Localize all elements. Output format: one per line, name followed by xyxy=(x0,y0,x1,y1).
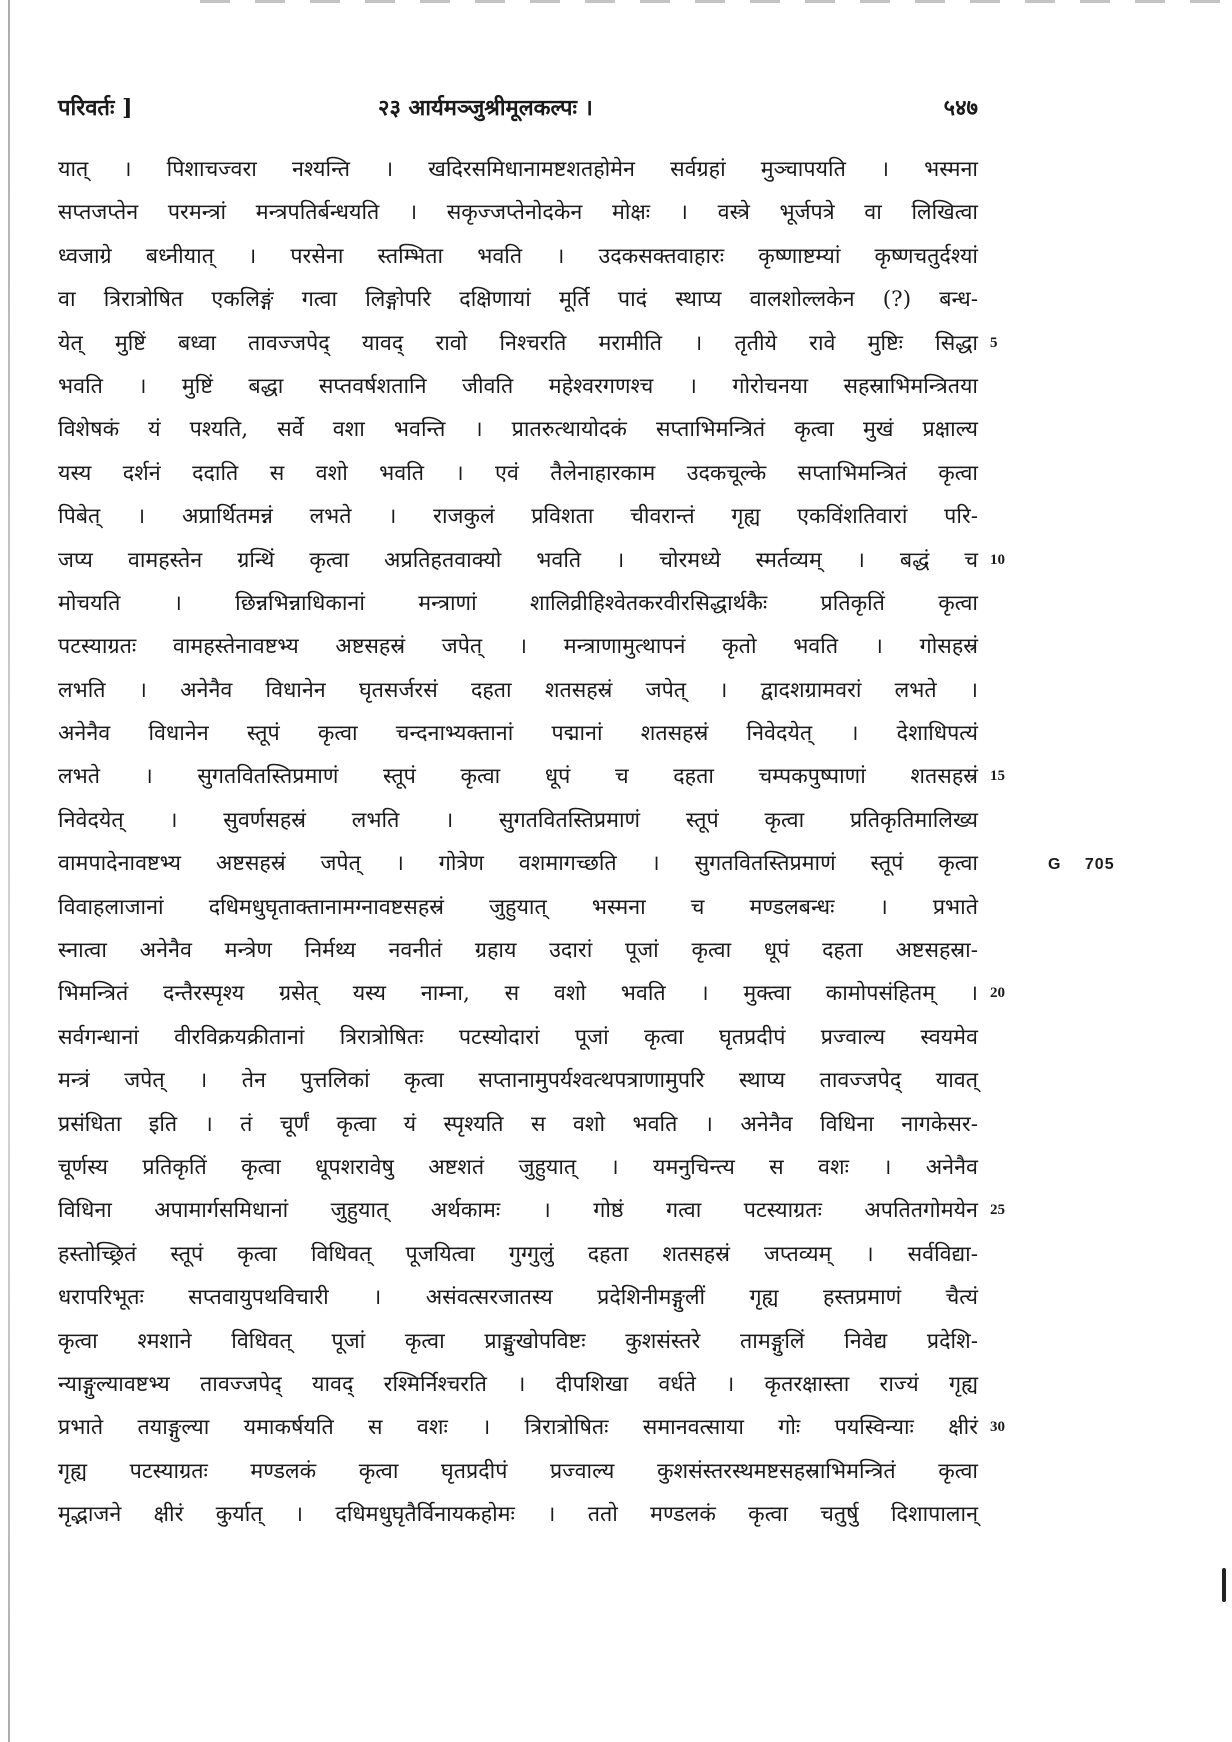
text-line: मन्त्रं जपेत् । तेन पुत्तलिकां कृत्वा सप्तानामुपर्यश्वत्थपत्राणामुपरि स्थाप्य तावज्जपेद् यावत् xyxy=(58,1068,978,1094)
text-line: सर्वगन्धानां वीरविक्रयक्रीतानां त्रिरात्रोषितः पटस्योदारां पूजां कृत्वा घृतप्रदीपं प्रज्वाल्य स्वयमेव xyxy=(58,1024,978,1050)
margin-reference xyxy=(1048,856,1115,874)
page-number: ५४७ xyxy=(943,95,978,121)
line-number: 10 xyxy=(990,551,1005,568)
text-line: वामपादेनावष्टभ्य अष्टसहस्रं जपेत् । गोत्रेण वशमागच्छति । सुगतवितस्तिप्रमाणं स्तूपं कृत्वा xyxy=(58,851,978,877)
body-text xyxy=(58,148,1005,1537)
line-number: 20 xyxy=(990,985,1005,1002)
text-line: भिमन्त्रितं दन्तैरस्पृश्य ग्रसेत् यस्य नाम्ना, स वशो भवति । मुक्त्वा कामोपसंहितम् । 20 xyxy=(58,972,978,1015)
text-line: अनेनैव विधानेन स्तूपं कृत्वा चन्दनाभ्यक्तानां पद्मानां शतसहस्रं निवेदयेत् । देशाधिपत्यं xyxy=(58,721,978,747)
text-line: लभति । अनेनैव विधानेन घृतसर्जरसं दहता शतसहस्रं जपेत् । द्वादशग्रामवरां लभते । xyxy=(58,677,978,703)
text-line: विशेषकं यं पश्यति, सर्वे वशा भवन्ति । प्रातरुत्थायोदकं सप्ताभिमन्त्रितं कृत्वा मुखं प्रक्षाल्य xyxy=(58,417,978,443)
text-line: यस्य दर्शनं ददाति स वशो भवति । एवं तैलेनाहारकाम उदकचूल्के सप्ताभिमन्त्रितं कृत्वा xyxy=(58,460,978,486)
running-title: २३ आर्यमञ्जुश्रीमूलकल्पः । xyxy=(378,95,593,121)
text-line: प्रभाते तयाङ्गुल्या यमाकर्षयति स वशः । त्रिरात्रोषितः समानवत्साया गोः पयस्विन्याः क्षीरं 30 xyxy=(58,1406,978,1449)
line-number: 5 xyxy=(990,334,998,351)
scan-mark xyxy=(1222,1568,1226,1602)
text-line: विधिना अपामार्गसमिधानां जुहुयात् अर्थकामः । गोष्ठं गत्वा पटस्याग्रतः अपतितगोमयेन 25 xyxy=(58,1189,978,1232)
text-line: येत् मुष्टिं बध्वा तावज्जपेद् यावद् रावो निश्चरति मरामीति । तृतीये रावे मुष्टिः सिद्धा 5 xyxy=(58,322,978,365)
text-line: कृत्वा श्मशाने विधिवत् पूजां कृत्वा प्राङ्मुखोपविष्टः कुशसंस्तरे तामङ्गुलिं निवेद्य प्रदेशि- xyxy=(58,1328,978,1354)
line-number: 25 xyxy=(990,1202,1005,1219)
text-line: यात् । पिशाचज्वरा नश्यन्ति । खदिरसमिधानामष्टशतहोमेन सर्वग्रहां मुञ्चापयति । भस्मना xyxy=(58,157,978,182)
text-line: ध्वजाग्रे बध्नीयात् । परसेना स्तम्भिता भवति । उदकसक्तवाहारः कृष्णाष्टम्यां कृष्णचतुर्दश्यां xyxy=(58,243,978,269)
manuscript-siglum: G xyxy=(1048,856,1062,873)
text-line: वा त्रिरात्रोषित एकलिङ्गं गत्वा लिङ्गोपरि दक्षिणायां मूर्ति पादं स्थाप्य वालशोल्लकेन (?) बन्ध- xyxy=(58,287,978,313)
chapter-marker: परिवर्तः ] xyxy=(58,95,133,121)
text-line: जप्य वामहस्तेन ग्रन्थिं कृत्वा अप्रतिहतवाक्यो भवति । चोरमध्ये स्मर्तव्यम् । बद्धं च 10 xyxy=(58,539,978,582)
text-line: धरापरिभूतः सप्तवायुपथविचारी । असंवत्सरजातस्य प्रदेशिनीमङ्गुलीं गृह्य हस्तप्रमाणं चैत्यं xyxy=(58,1285,978,1311)
text-line: मृद्भाजने क्षीरं कुर्यात् । दधिमधुघृतैर्विनायकहोमः । ततो मण्डलकं कृत्वा चतुर्षु दिशापालान् xyxy=(58,1502,978,1528)
text-line: विवाहलाजानां दधिमधुघृताक्तानामग्नावष्टसहस्रं जुहुयात् भस्मना च मण्डलबन्धः । प्रभाते xyxy=(58,894,978,920)
running-head xyxy=(58,92,978,132)
text-line: पिबेत् । अप्रार्थितमन्नं लभते । राजकुलं प्रविशता चीवरान्तं गृह्य एकविंशतिवारां परि- xyxy=(58,504,978,530)
page-edge xyxy=(8,0,10,1742)
text-line: गृह्य पटस्याग्रतः मण्डलकं कृत्वा घृतप्रदीपं प्रज्वाल्य कुशसंस्तरस्थमष्टसहस्राभिमन्त्रितं कृत्वा xyxy=(58,1458,978,1484)
text-line: मोचयति । छिन्नभिन्नाधिकानां मन्त्राणां शालिव्रीहिश्वेतकरवीरसिद्धार्थकैः प्रतिकृतिं कृत्वा xyxy=(58,590,978,616)
text-line: चूर्णस्य प्रतिकृतिं कृत्वा धूपशरावेषु अष्टशतं जुहुयात् । यमनुचिन्त्य स वशः । अनेनैव xyxy=(58,1154,978,1180)
text-line: पटस्याग्रतः वामहस्तेनावष्टभ्य अष्टसहस्रं जपेत् । मन्त्राणामुत्थापनं कृतो भवति । गोसहस्रं xyxy=(58,634,978,660)
text-line: न्याङ्गुल्यावष्टभ्य तावज्जपेद् यावद् रश्मिर्निश्चरति । दीपशिखा वर्धते । कृतरक्षास्ता राज्यं गृह्य xyxy=(58,1371,978,1397)
text-line: प्रसंधिता इति । तं चूर्णं कृत्वा यं स्पृश्यति स वशो भवति । अनेनैव विधिना नागकेसर- xyxy=(58,1111,978,1137)
line-number: 30 xyxy=(990,1419,1005,1436)
text-line: हस्तोच्छ्रितं स्तूपं कृत्वा विधिवत् पूजयित्वा गुग्गुलुं दहता शतसहस्रं जप्तव्यम् । सर्वविद्या- xyxy=(58,1241,978,1267)
text-line: लभते । सुगतवितस्तिप्रमाणं स्तूपं कृत्वा धूपं च दहता चम्पकपुष्पाणां शतसहस्रं 15 xyxy=(58,755,978,798)
text-line: निवेदयेत् । सुवर्णसहस्रं लभति । सुगतवितस्तिप्रमाणं स्तूपं कृत्वा प्रतिकृतिमालिख्य xyxy=(58,807,978,833)
manuscript-page: 705 xyxy=(1084,856,1115,873)
text-line: भवति । मुष्टिं बद्धा सप्तवर्षशतानि जीवति महेश्वरगणश्च । गोरोचनया सहस्राभिमन्त्रितया xyxy=(58,373,978,399)
page-edge-top xyxy=(200,0,1232,3)
text-line: सप्तजप्तेन परमन्त्रां मन्त्रपतिर्बन्धयति । सकृज्जप्तेनोदकेन मोक्षः । वस्त्रे भूर्जपत्रे वा लिखित्वा xyxy=(58,200,978,226)
text-line: स्नात्वा अनेनैव मन्त्रेण निर्मथ्य नवनीतं ग्रहाय उदारां पूजां कृत्वा धूपं दहता अष्टसहस्रा- xyxy=(58,938,978,964)
line-number: 15 xyxy=(990,768,1005,785)
